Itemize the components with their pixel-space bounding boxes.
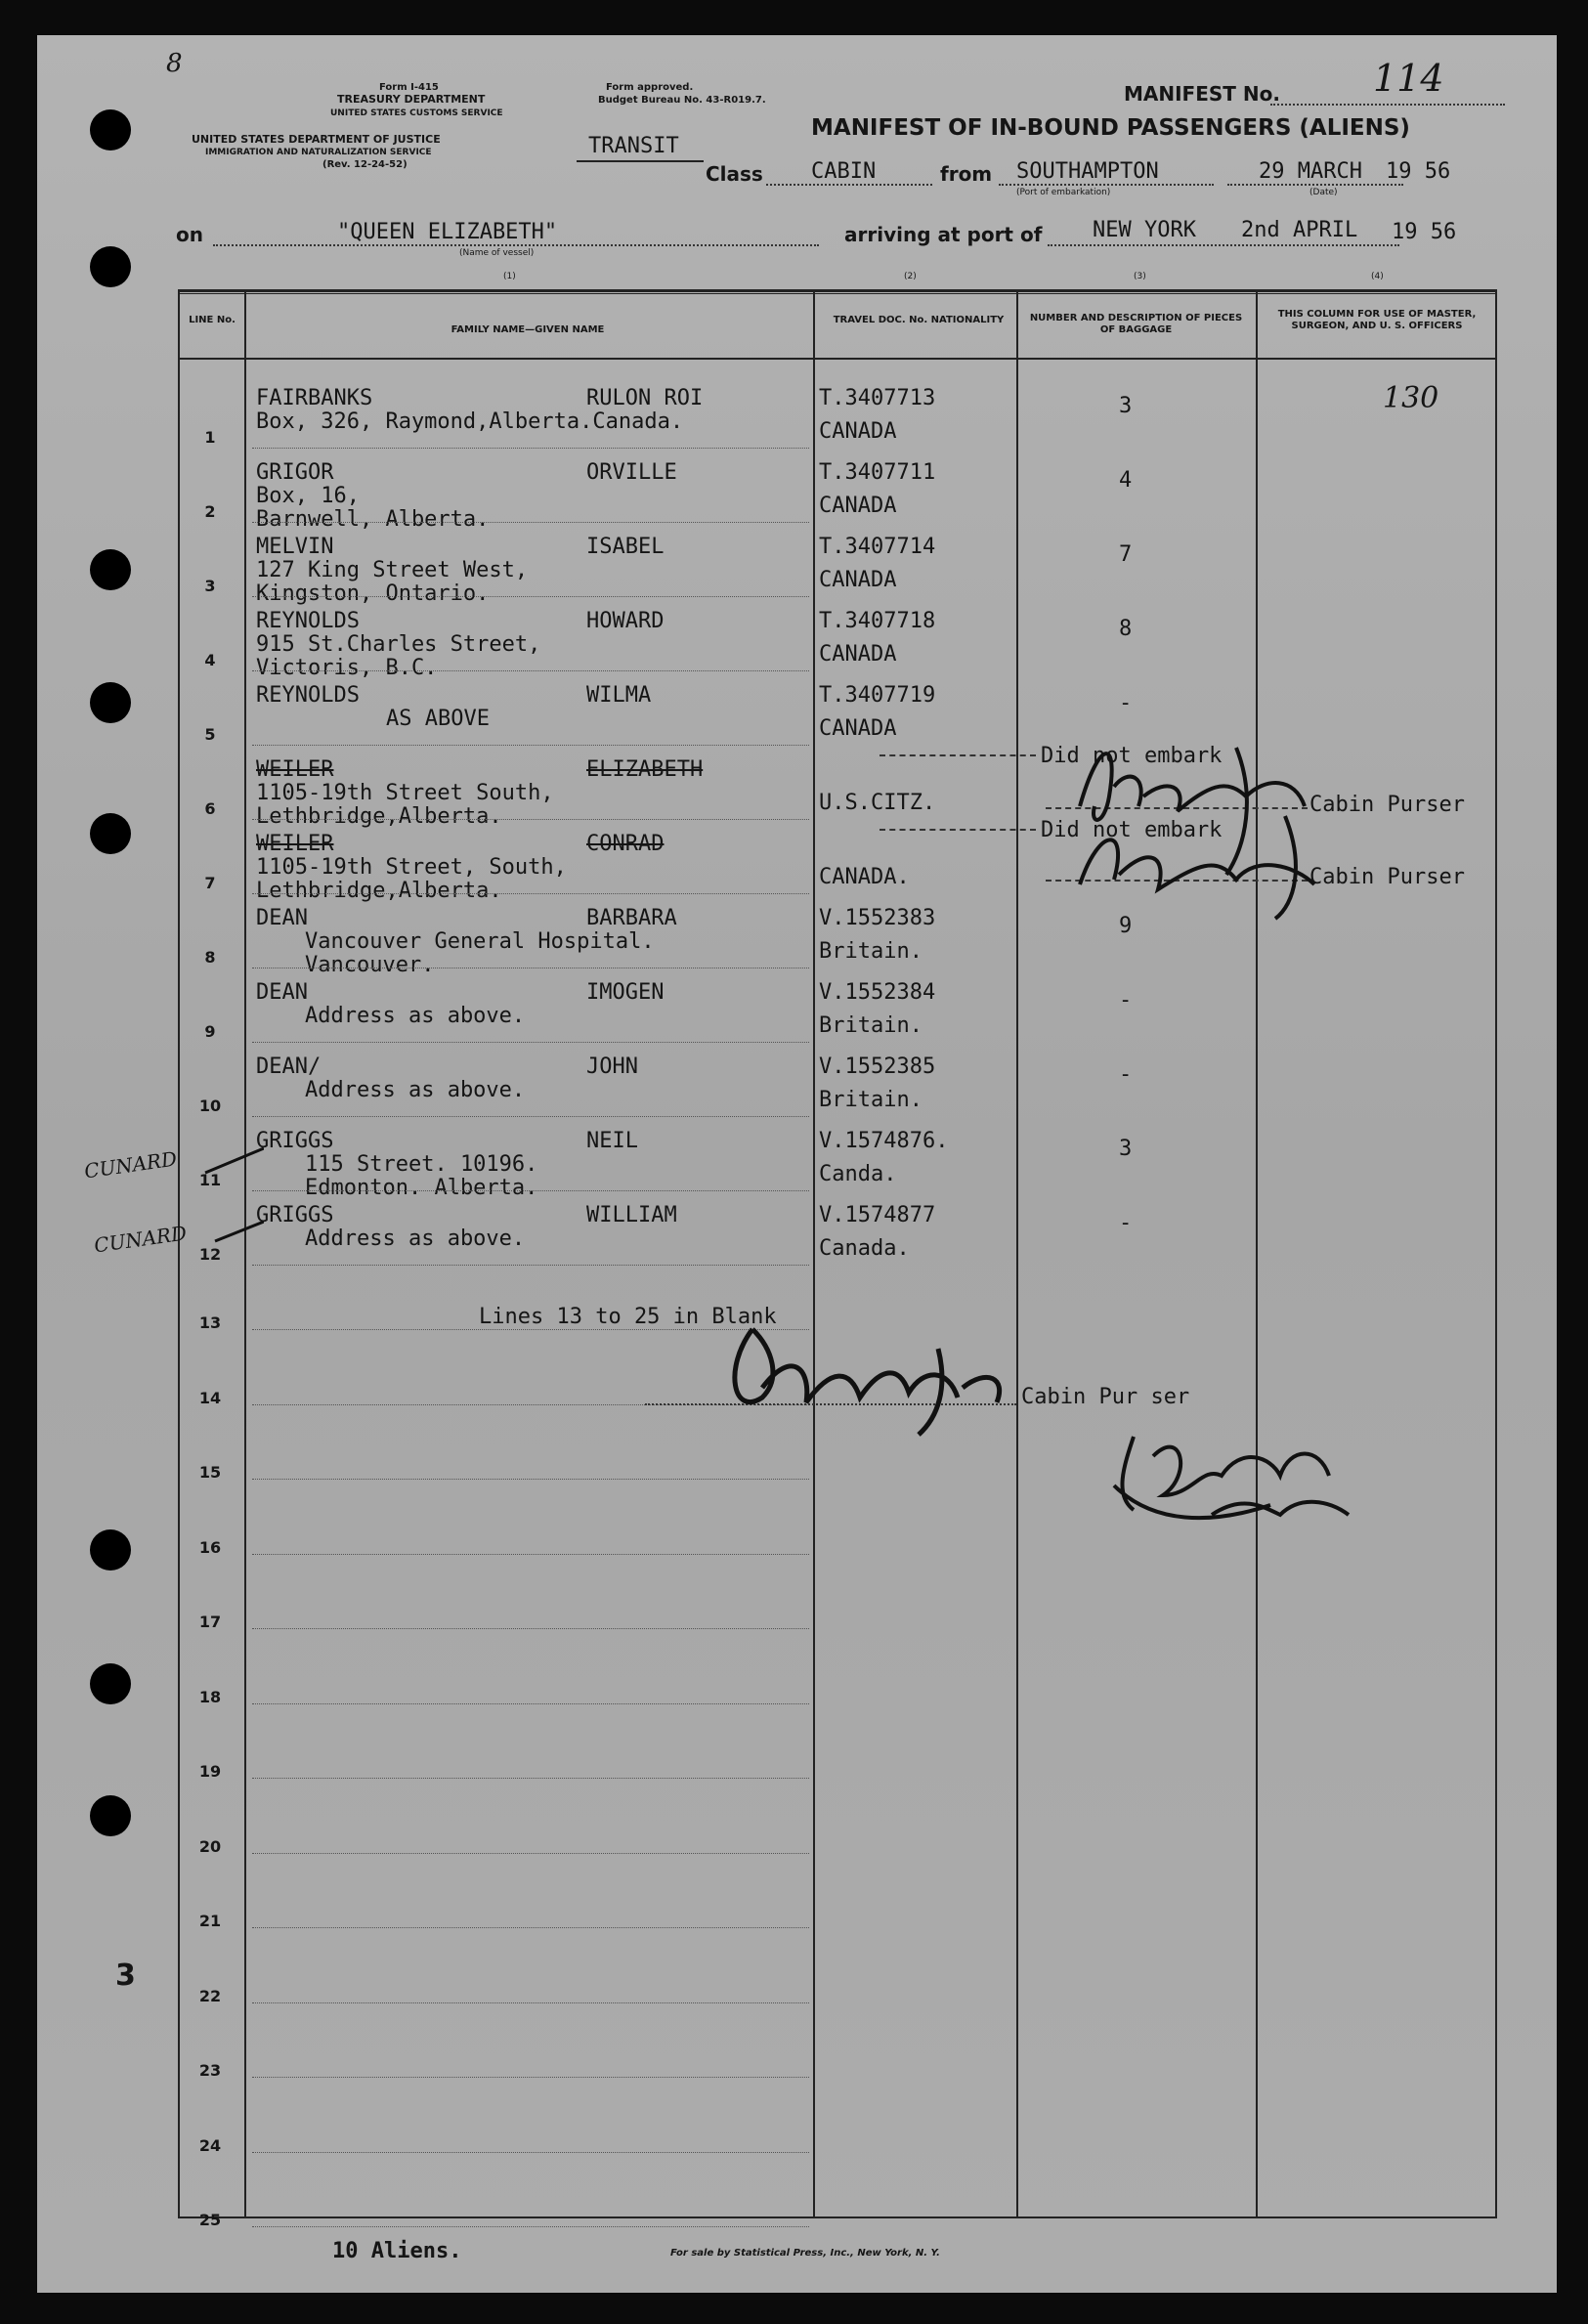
arrival-date: 2nd APRIL: [1241, 218, 1358, 242]
given-name: WILMA: [586, 683, 652, 708]
given-name: RULON ROI: [586, 386, 704, 410]
family-name: WEILER: [256, 832, 334, 856]
baggage-pieces: -: [1119, 691, 1133, 715]
dept-customs: UNITED STATES CUSTOMS SERVICE: [330, 108, 503, 118]
address-line: Address as above.: [305, 1078, 526, 1102]
baggage-pieces: 3: [1119, 394, 1133, 418]
col-rule-baggage: [1256, 289, 1258, 2218]
empty-line-guide: [252, 2226, 809, 2227]
nationality: CANADA: [819, 716, 897, 741]
empty-line-number: 13: [198, 1313, 222, 1332]
address-line: Vancouver General Hospital.: [305, 929, 655, 954]
approval-line2: Budget Bureau No. 43-R019.7.: [598, 95, 766, 106]
purser-signature-main: [713, 1310, 1036, 1437]
from-line: [999, 184, 1214, 186]
row-guide: [252, 670, 809, 671]
punch-hole: [90, 109, 131, 151]
empty-line-guide: [252, 1479, 809, 1480]
given-name: HOWARD: [586, 609, 665, 633]
row-guide: [252, 1042, 809, 1043]
address-line: AS ABOVE: [386, 707, 490, 731]
did-not-embark-1: Did not embark: [1041, 744, 1223, 768]
table-top-rule-2: [178, 293, 1497, 294]
empty-line-number: 14: [198, 1389, 222, 1407]
given-name: BARBARA: [586, 906, 677, 930]
line-number: 2: [204, 502, 216, 521]
line-number: 1: [204, 428, 216, 447]
col-number-3: (3): [1134, 272, 1146, 281]
cabin-purser-1: Cabin Purser: [1309, 793, 1465, 817]
officer-note: 130: [1383, 381, 1439, 415]
given-name: ELIZABETH: [586, 757, 704, 782]
empty-line-guide: [252, 2152, 809, 2153]
punch-hole: [90, 813, 131, 854]
col-rule-name: [813, 289, 815, 2218]
empty-line-number: 20: [198, 1837, 222, 1856]
travel-doc-number: V.1552384: [819, 980, 936, 1005]
dept-immigration: IMMIGRATION AND NATURALIZATION SERVICE: [205, 148, 432, 157]
table-right-rule: [1495, 289, 1497, 2218]
punch-hole: [90, 246, 131, 287]
family-name: WEILER: [256, 757, 334, 782]
row-guide: [252, 1265, 809, 1266]
empty-line-number: 15: [198, 1463, 222, 1482]
col-number-1: (1): [503, 272, 516, 281]
col-number-2: (2): [904, 272, 917, 281]
nationality: CANADA: [819, 494, 897, 518]
arrival-port: NEW YORK: [1093, 218, 1196, 242]
family-name: FAIRBANKS: [256, 386, 373, 410]
address-line: 127 King Street West,: [256, 558, 529, 582]
row-guide: [252, 522, 809, 523]
line-number: 7: [204, 874, 216, 892]
travel-doc-number: V.1574877: [819, 1203, 936, 1227]
purser-signature: [1060, 718, 1383, 924]
baggage-pieces: 9: [1119, 914, 1133, 938]
margin-note-cunard-2: CUNARD: [92, 1221, 189, 1258]
address-line: 915 St.Charles Street,: [256, 632, 541, 657]
line-number: 10: [198, 1097, 222, 1115]
class-line: [766, 184, 932, 186]
given-name: WILLIAM: [586, 1203, 677, 1227]
did-not-embark-2: Did not embark: [1041, 818, 1223, 842]
officer-signature: [1094, 1417, 1388, 1534]
nationality: Britain.: [819, 1088, 923, 1112]
address-line: Address as above.: [305, 1227, 526, 1251]
manifest-title: MANIFEST OF IN-BOUND PASSENGERS (ALIENS): [811, 115, 1410, 141]
address-line: Vancouver.: [305, 953, 435, 977]
nationality: CANADA.: [819, 865, 910, 889]
travel-doc-number: V.1552383: [819, 906, 936, 930]
empty-line-guide: [252, 1628, 809, 1629]
vessel-caption: (Name of vessel): [459, 248, 535, 258]
travel-doc-number: T.3407714: [819, 535, 936, 559]
row-guide: [252, 448, 809, 449]
empty-line-number: 18: [198, 1688, 222, 1706]
dnembark-line-2: [880, 829, 1036, 831]
from-caption: (Port of embarkation): [1016, 188, 1111, 197]
line-number: 9: [204, 1022, 216, 1041]
header-name: FAMILY NAME—GIVEN NAME: [451, 324, 605, 335]
punch-hole: [90, 1663, 131, 1704]
address-line: Address as above.: [305, 1004, 526, 1028]
baggage-pieces: -: [1119, 988, 1133, 1012]
from-label: from: [940, 162, 993, 186]
arrival-year: 19 56: [1392, 220, 1457, 244]
margin-arrows: [68, 1143, 264, 1261]
vessel-name: "QUEEN ELIZABETH": [337, 220, 558, 244]
vessel-line: [213, 244, 819, 246]
margin-note-cunard-1: CUNARD: [82, 1146, 179, 1184]
dept-justice: UNITED STATES DEPARTMENT OF JUSTICE: [192, 133, 441, 146]
line-number: 8: [204, 948, 216, 967]
line-number: 12: [198, 1245, 222, 1264]
empty-line-guide: [252, 2002, 809, 2003]
empty-line-guide: [252, 1853, 809, 1854]
punch-hole: [90, 549, 131, 590]
nationality: U.S.CITZ.: [819, 791, 936, 815]
header-baggage: NUMBER AND DESCRIPTION OF PIECES OF BAGGAGE: [1029, 313, 1243, 335]
on-label: on: [176, 223, 203, 246]
col-number-4: (4): [1371, 272, 1384, 281]
line-number: 6: [204, 799, 216, 818]
header-bottom-rule: [178, 358, 1497, 360]
dnembark-line-1: [880, 754, 1036, 756]
travel-doc-number: V.1574876.: [819, 1129, 949, 1153]
address-line: Edmonton. Alberta.: [305, 1176, 538, 1200]
baggage-pieces: 7: [1119, 542, 1133, 567]
row-guide: [252, 1116, 809, 1117]
family-name: REYNOLDS: [256, 683, 360, 708]
table-top-rule: [178, 289, 1497, 292]
approval-line1: Form approved.: [606, 82, 694, 93]
from-value: SOUTHAMPTON: [1016, 159, 1159, 184]
empty-line-guide: [252, 1703, 809, 1704]
baggage-pieces: 8: [1119, 617, 1133, 641]
empty-line-guide: [252, 1554, 809, 1555]
nationality: Canda.: [819, 1162, 897, 1186]
address-line: Lethbridge,Alberta.: [256, 879, 502, 903]
baggage-pieces: -: [1119, 1062, 1133, 1087]
nationality: Canada.: [819, 1236, 910, 1261]
manifest-label: MANIFEST No.: [1124, 82, 1280, 106]
empty-line-number: 17: [198, 1613, 222, 1631]
line-number: 5: [204, 725, 216, 744]
cabin-purser-2: Cabin Purser: [1309, 865, 1465, 889]
empty-line-number: 21: [198, 1912, 222, 1930]
row-guide: [252, 819, 809, 820]
travel-doc-number: T.3407713: [819, 386, 936, 410]
empty-line-guide: [252, 1927, 809, 1928]
footer-print: For sale by Statistical Press, Inc., New York, N. Y.: [670, 2248, 940, 2259]
class-value: CABIN: [811, 159, 877, 184]
arrival-line: [1048, 244, 1399, 246]
travel-doc-number: T.3407718: [819, 609, 936, 633]
family-name: GRIGOR: [256, 460, 334, 485]
address-line: 1105-19th Street South,: [256, 781, 554, 805]
travel-doc-number: T.3407711: [819, 460, 936, 485]
empty-line-guide: [252, 2077, 809, 2078]
family-name: DEAN: [256, 980, 308, 1005]
header-officers: THIS COLUMN FOR USE OF MASTER, SURGEON, AND U. S. OFFICERS: [1277, 309, 1477, 331]
nationality: Britain.: [819, 939, 923, 964]
dept-treasury: TREASURY DEPARTMENT: [337, 93, 486, 106]
address-line: 1105-19th Street, South,: [256, 855, 567, 880]
baggage-pieces: 3: [1119, 1137, 1133, 1161]
address-line: Kingston, Ontario.: [256, 581, 490, 606]
empty-line-number: 25: [198, 2211, 222, 2229]
baggage-pieces: -: [1119, 1211, 1133, 1235]
row-guide: [252, 596, 809, 597]
arriving-label: arriving at port of: [844, 223, 1043, 246]
family-name: GRIGGS: [256, 1203, 334, 1227]
date-caption: (Date): [1309, 188, 1338, 197]
address-line: 115 Street. 10196.: [305, 1152, 538, 1177]
aliens-count: 10 Aliens.: [332, 2239, 462, 2263]
travel-doc-number: T.3407719: [819, 683, 936, 708]
empty-line-number: 22: [198, 1987, 222, 2005]
given-name: ISABEL: [586, 535, 665, 559]
row-guide: [252, 745, 809, 746]
manifest-no-line: [1270, 104, 1505, 106]
departure-year: 19 56: [1386, 159, 1451, 184]
table-bottom-rule: [178, 2216, 1497, 2218]
given-name: IMOGEN: [586, 980, 665, 1005]
family-name: GRIGGS: [256, 1129, 334, 1153]
empty-line-guide: [252, 1778, 809, 1779]
class-label: Class: [706, 162, 763, 186]
empty-line-number: 24: [198, 2136, 222, 2155]
given-name: CONRAD: [586, 832, 665, 856]
given-name: JOHN: [586, 1054, 638, 1079]
nationality: CANADA: [819, 642, 897, 667]
left-margin-number: 3: [115, 1958, 136, 1993]
header-travel-doc: TRAVEL DOC. No. NATIONALITY: [833, 315, 1005, 325]
punch-hole: [90, 1529, 131, 1571]
given-name: ORVILLE: [586, 460, 677, 485]
empty-line-number: 16: [198, 1538, 222, 1557]
family-name: DEAN: [256, 906, 308, 930]
address-line: Lethbridge,Alberta.: [256, 804, 502, 829]
address-line: Barnwell, Alberta.: [256, 507, 490, 532]
departure-date: 29 MARCH: [1259, 159, 1362, 184]
transit-underline: [577, 160, 704, 162]
nationality: CANADA: [819, 568, 897, 592]
travel-doc-number: V.1552385: [819, 1054, 936, 1079]
empty-line-number: 23: [198, 2061, 222, 2080]
corner-note: 8: [166, 49, 183, 78]
line-number: 3: [204, 577, 216, 595]
date-line: [1227, 184, 1403, 186]
family-name: MELVIN: [256, 535, 334, 559]
purser-sig-caption: Cabin Pur ser: [1021, 1385, 1190, 1409]
header-line-no: LINE No.: [189, 315, 236, 325]
line-number: 4: [204, 651, 216, 669]
manifest-page: [37, 35, 1557, 2293]
row-guide: [252, 1190, 809, 1191]
address-line: Box, 326, Raymond,Alberta.Canada.: [256, 409, 684, 434]
blank-lines-note: Lines 13 to 25 in Blank: [479, 1305, 777, 1329]
row-guide: [252, 893, 809, 894]
nationality: Britain.: [819, 1013, 923, 1038]
address-line: Box, 16,: [256, 484, 360, 508]
family-name: DEAN/: [256, 1054, 322, 1079]
transit-stamp: TRANSIT: [588, 134, 679, 158]
punch-hole: [90, 1795, 131, 1836]
nationality: CANADA: [819, 419, 897, 444]
given-name: NEIL: [586, 1129, 638, 1153]
line-number: 11: [198, 1171, 222, 1189]
punch-hole: [90, 682, 131, 723]
form-number: Form I-415: [379, 82, 439, 93]
family-name: REYNOLDS: [256, 609, 360, 633]
form-revision: (Rev. 12-24-52): [322, 159, 408, 170]
empty-line-number: 19: [198, 1762, 222, 1781]
col-rule-doc: [1016, 289, 1018, 2218]
manifest-number: 114: [1373, 57, 1444, 100]
baggage-pieces: 4: [1119, 468, 1133, 493]
address-line: Victoris, B.C.: [256, 656, 438, 680]
